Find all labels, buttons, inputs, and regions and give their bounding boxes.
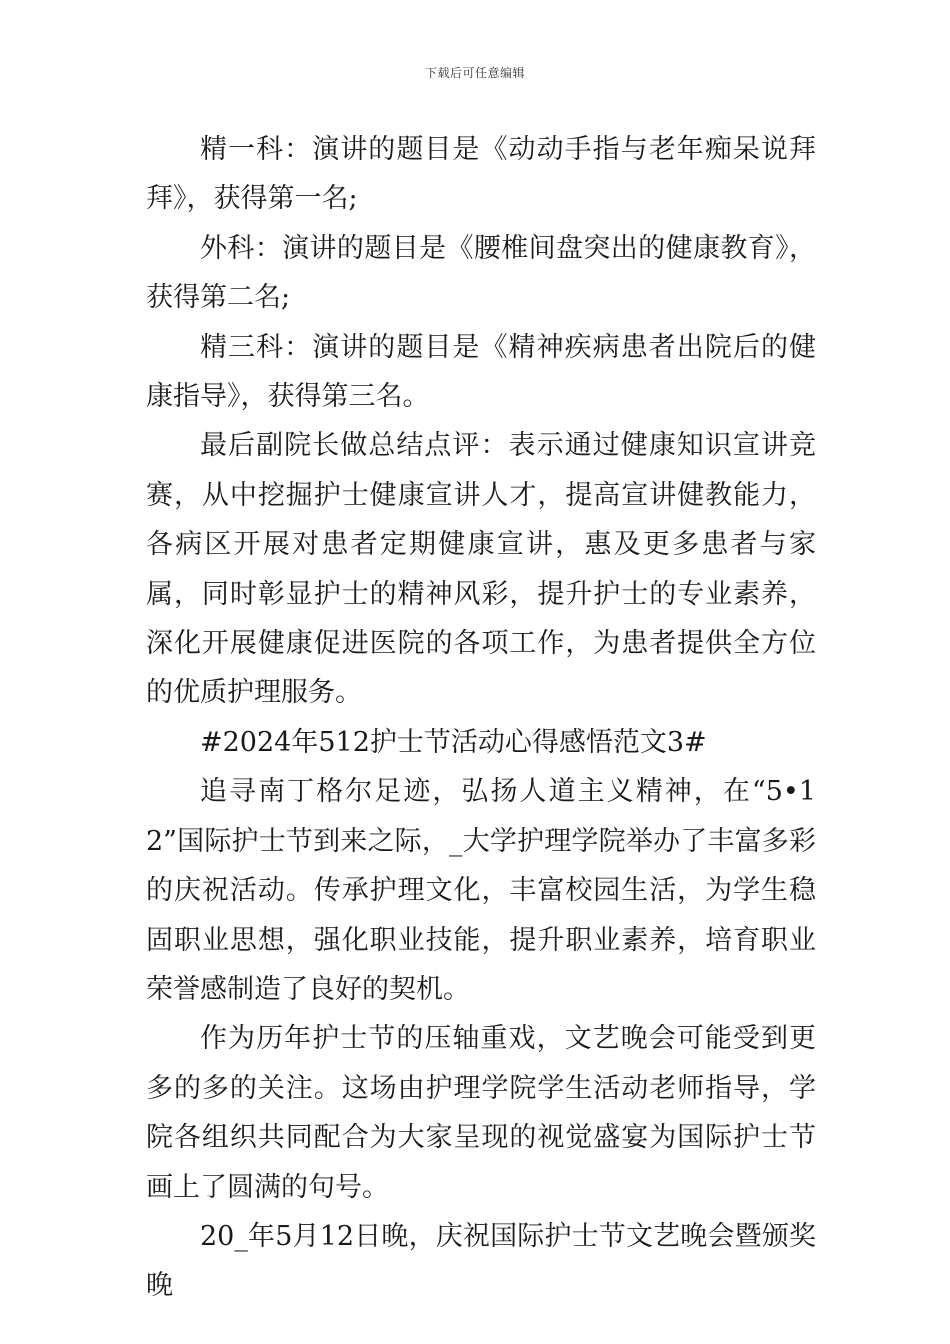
paragraph-second-prize: 外科：演讲的题目是《腰椎间盘突出的健康教育》，获得第二名;	[146, 232, 816, 314]
section-heading: #2024年512护士节活动心得感悟范文3#	[200, 726, 707, 758]
paragraph-nightingale: 追寻南丁格尔足迹，弘扬人道主义精神，在“5•12”国际护士节到来之际，_大学护理学院举办了丰富多彩的庆祝活动。传承护理文化，丰富校园生活，为学生稳固职业思想，强化职业技能，提升职业素养，培育职业荣誉感制造了良好的契机。	[146, 776, 816, 1005]
document-body	[146, 125, 816, 1311]
paragraph-first-prize: 精一科：演讲的题目是《动动手指与老年痴呆说拜拜》，获得第一名;	[146, 134, 816, 215]
paragraph-may-12: 20_年5月12日晚，庆祝国际护士节文艺晚会暨颁奖晚	[146, 1220, 816, 1302]
paragraph-gala: 作为历年护士节的压轴重戏，文艺晚会可能受到更多的多的关注。这场由护理学院学生活动老师指导，学院各组织共同配合为大家呈现的视觉盛宴为国际护士节画上了圆满的句号。	[146, 1023, 816, 1203]
page-header: 下载后可任意编辑	[424, 66, 525, 80]
paragraph-summary: 最后副院长做总结点评：表示通过健康知识宣讲竞赛，从中挖掘护士健康宣讲人才，提高宣讲健教能力，各病区开展对患者定期健康宣讲，惠及更多患者与家属，同时彰显护士的精神风彩，提升护士的专业素养，深化开展健康促进医院的各项工作，为患者提供全方位的优质护理服务。	[146, 430, 816, 709]
paragraph-third-prize: 精三科：演讲的题目是《精神疾病患者出院后的健康指导》，获得第三名。	[146, 331, 816, 413]
